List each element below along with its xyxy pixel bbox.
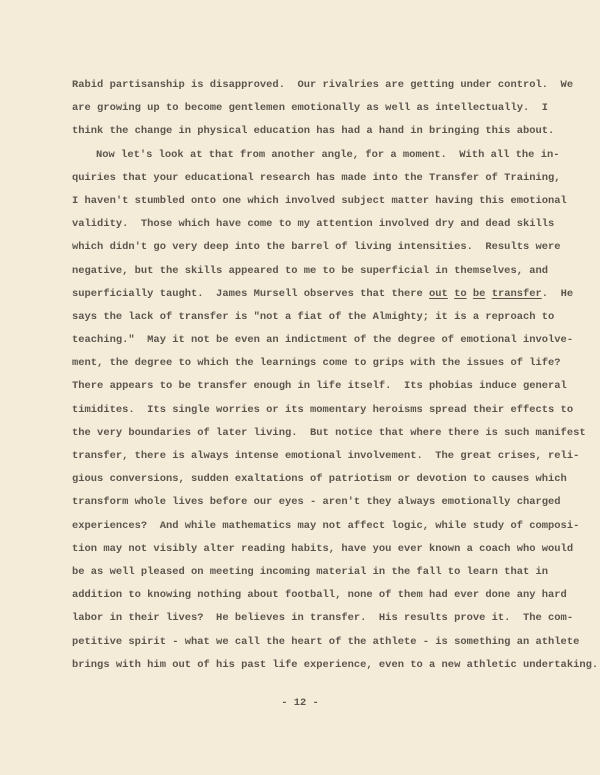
text-segment: . He bbox=[541, 287, 574, 300]
body-text bbox=[72, 74, 599, 677]
text-line: quiries that your educational research has made into the Transfer of Training, bbox=[72, 171, 561, 184]
text-line: tion may not visibly alter reading habits, have you ever known a coach who would bbox=[72, 542, 574, 555]
text-line: timidites. Its single worries or its momentary heroisms spread their effects to bbox=[72, 403, 574, 416]
text-line: transfer, there is always intense emotional involvement. The great crises, reli- bbox=[72, 450, 580, 462]
text-line: petitive spirit - what we call the heart of the athlete - is something an athlete bbox=[72, 635, 580, 648]
text-line: labor in their lives? He believes in transfer. His results prove it. The com- bbox=[72, 612, 574, 625]
text-line: the very boundaries of later living. But notice that where there is such manifest bbox=[72, 426, 586, 439]
text-line: There appears to be transfer enough in life itself. Its phobias induce general bbox=[72, 380, 567, 393]
text-line: think the change in physical education has had a hand in bringing this about. bbox=[72, 125, 555, 138]
text-line: brings with him out of his past life experience, even to a new athletic undertaking. bbox=[72, 658, 599, 671]
text-line: Rabid partisanship is disapproved. Our rivalries are getting under control. We bbox=[72, 79, 574, 91]
text-line: validity. Those which have come to my attention involved dry and dead skills bbox=[72, 218, 555, 231]
underlined-text: to bbox=[454, 287, 467, 300]
text-line: negative, but the skills appeared to me to be superficial in themselves, and bbox=[72, 264, 549, 277]
text-line: I haven't stumbled onto one which involved subject matter having this emotional bbox=[72, 194, 567, 207]
page-number: - 12 - bbox=[281, 697, 319, 709]
text-line: experiences? And while mathematics may not affect logic, while study of composi- bbox=[72, 519, 580, 532]
text-line: gious conversions, sudden exaltations of patriotism or devotion to causes which bbox=[72, 473, 567, 486]
text-line: says the lack of transfer is "not a fiat of the Almighty; it is a reproach to bbox=[72, 310, 555, 323]
underlined-text: out bbox=[429, 287, 448, 300]
underlined-text: be bbox=[472, 287, 486, 300]
underlined-text: transfer bbox=[491, 287, 542, 300]
text-segment: superficially taught. James Mursell observes that there bbox=[72, 287, 430, 300]
text-line bbox=[72, 283, 574, 306]
text-line: transform whole lives before our eyes - aren't they always emotionally charged bbox=[72, 496, 561, 509]
text-line: teaching." May it not be even an indictment of the degree of emotional involve- bbox=[72, 334, 574, 347]
text-line: are growing up to become gentlemen emotionally as well as intellectually. I bbox=[72, 102, 549, 115]
text-line: be as well pleased on meeting incoming material in the fall to learn that in bbox=[72, 565, 549, 578]
text-line: which didn't go very deep into the barrel of living intensities. Results were bbox=[72, 241, 561, 254]
text-line: addition to knowing nothing about football, none of them had ever done any hard bbox=[72, 589, 567, 602]
text-line: ment, the degree to which the learnings come to grips with the issues of life? bbox=[72, 357, 561, 370]
text-line: Now let's look at that from another angle, for a moment. With all the in- bbox=[96, 148, 560, 161]
